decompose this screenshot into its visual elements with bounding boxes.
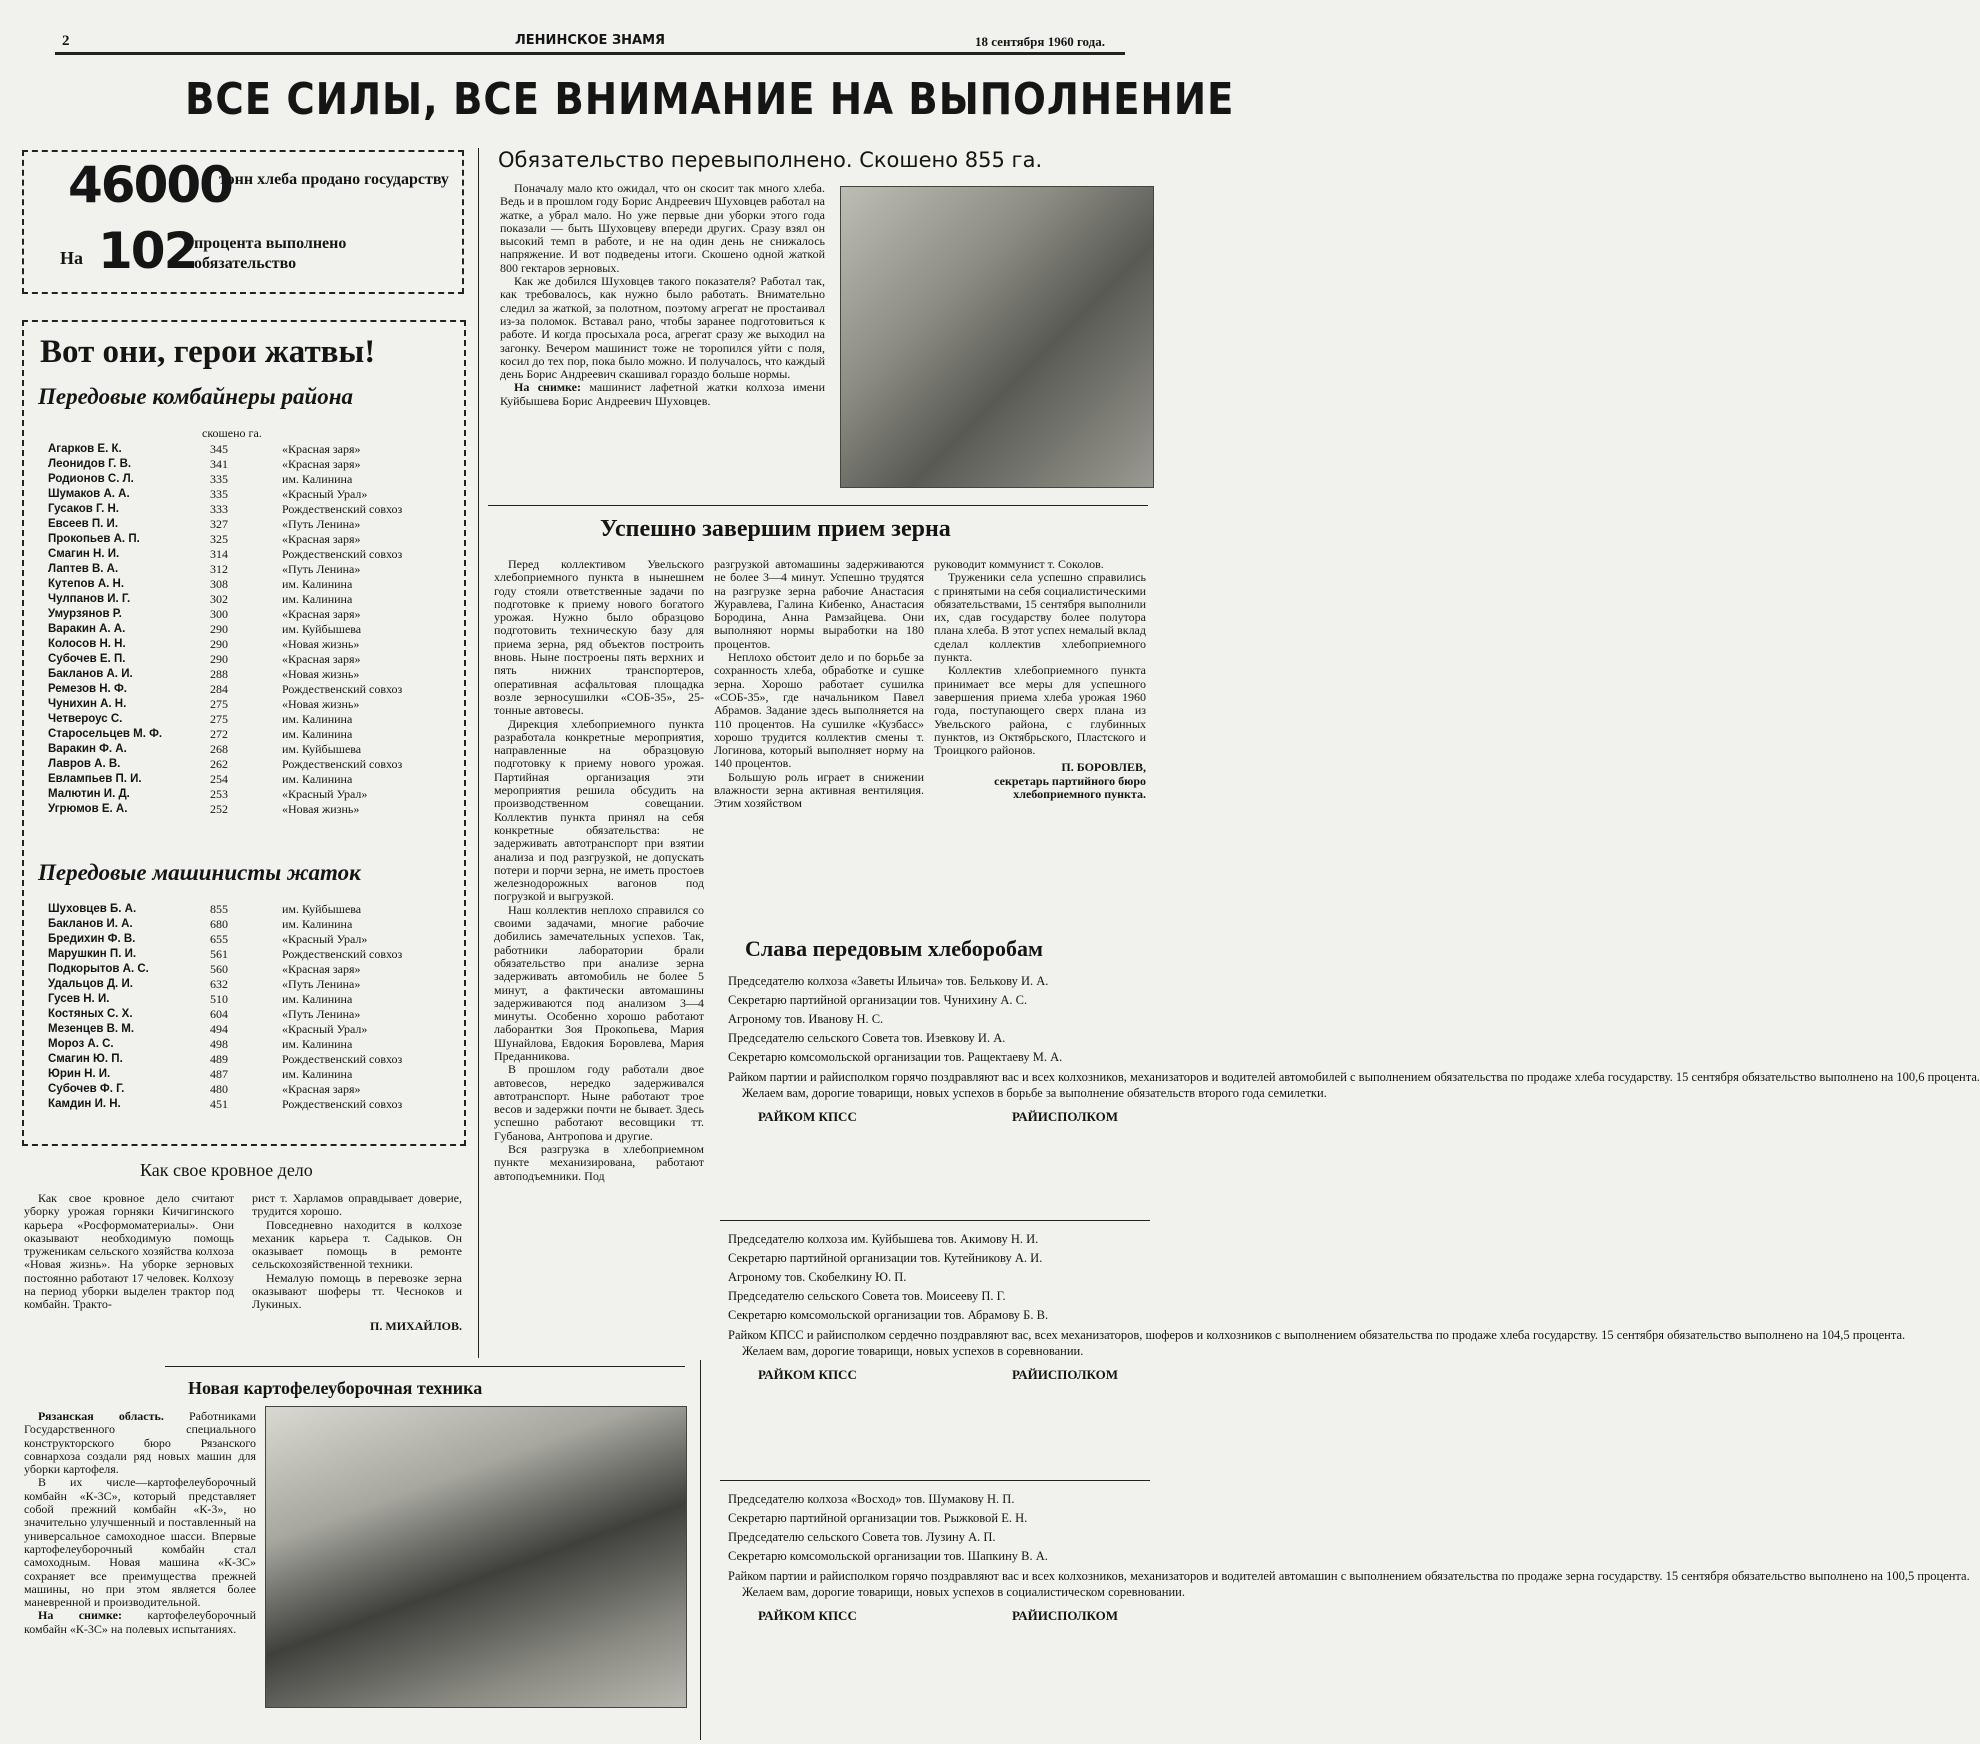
combiner-row [48,772,462,787]
worker-name: Гусев Н. И. [48,993,110,1005]
grain-article-col2 [714,558,924,811]
worker-name: Бакланов И. А. [48,918,133,930]
grain-article-headline: Успешно завершим прием зерна [600,516,951,542]
mutual-aid-col1 [24,1192,234,1312]
area-value: 253 [210,787,228,801]
worker-name: Гусаков Г. Н. [48,503,119,515]
combiner-row [48,652,462,667]
addressee-line: Председателю колхоза «Заветы Ильича» тов. Белькову И. А. [728,974,1049,988]
farm-name: Рождественский совхоз [282,947,403,961]
machinist-row [48,962,462,977]
potato-article-headline: Новая картофелеуборочная техника [188,1378,483,1398]
potato-p1 [24,1410,256,1476]
potato-text-1: Работниками Государственного специального конструкторского бюро Рязанского совнархоза создали ряд новых машин для уборки картофеля. [24,1409,256,1477]
farm-name: «Путь Ленина» [282,977,361,991]
raiispolkom-signature-1: РАЙИСПОЛКОМ [1011,1109,1118,1124]
worker-name: Родионов С. Л. [48,473,134,485]
combiner-row [48,787,462,802]
mutual-aid-headline: Как свое кровное дело [140,1160,313,1180]
addressee-line: Секретарю комсомольской организации тов. Абрамову Б. В. [728,1308,1049,1322]
farm-name: Рождественский совхоз [282,1052,403,1066]
aid-author: П. МИХАЙЛОВ. [370,1318,462,1333]
area-value: 327 [210,517,228,531]
area-value: 494 [210,1022,228,1036]
grain-p2: Дирекция хлебоприемного пункта разработала конкретные мероприятия, направленные на образцовую подготовку к приему нового урожая. Партийная организация эти мероприятия решила обсудить на производственном совещании. Коллектив пункта принял на себя конкретные обязательства: не задерживать автотранспорт при взятии анализа и под разгрузкой, не допускать потери и порчи зерна, не иметь простоев железнодорожных вагонов под погрузкой и выгрузкой. [494,716,704,904]
farm-name: «Красная заря» [282,962,361,976]
farm-name: Рождественский совхоз [282,502,403,516]
combiner-row [48,532,462,547]
heroes-box [22,320,466,1146]
greeting-block-3 [728,1490,1970,1625]
greeting-block-2 [728,1230,1906,1384]
greeting-text-3: Райком партии и райисполком горячо поздравляют вас и всех колхозников, механизаторов и водителей автомашин с выполнением обязательства по продаже зерна государству. 15 сентября обязательство выполнено на 100,5 процента. [728,1569,1970,1583]
worker-name: Смагин Н. И. [48,548,120,560]
area-value: 489 [210,1052,228,1066]
greeting-wish-1: Желаем вам, дорогие товарищи, новых успехов в борьбе за выполнение обязательств второго года семилетки. [742,1086,1327,1100]
worker-name: Шумаков А. А. [48,488,130,500]
area-value: 290 [210,652,228,666]
area-value: 308 [210,577,228,591]
farm-name: «Красная заря» [282,1082,361,1096]
farm-name: им. Калинина [282,712,353,726]
machinist-row [48,1037,462,1052]
farm-name: «Путь Ленина» [282,1007,361,1021]
greeting-text-1: Райком партии и райисполком горячо поздравляют вас и всех колхозников, механизаторов и водителей автомобилей с выполнением обязательства по продаже хлеба государству. 15 сентября обязательство выполнено на 100,6 процента. [728,1070,1980,1084]
worker-name: Малютин И. Д. [48,788,130,800]
addressee-line: Председателю колхоза «Восход» тов. Шумакову Н. П. [728,1492,1015,1506]
combiner-row [48,682,462,697]
farm-name: «Красный Урал» [282,932,368,946]
farm-name: «Новая жизнь» [282,667,360,681]
farm-name: им. Калинина [282,992,353,1006]
worker-name: Евлампьев П. И. [48,773,142,785]
combiner-row [48,697,462,712]
lead-caption-text: машинист лафетной жатки колхоза имени Куйбышева Борис Андреевич Шуховцев. [500,380,825,408]
combiner-row [48,487,462,502]
mutual-aid-col2 [252,1192,462,1333]
potato-caption [24,1609,256,1636]
worker-name: Чунихин А. Н. [48,698,127,710]
stat-number-2: 102 [98,222,197,280]
worker-name: Варакин Ф. А. [48,743,127,755]
farm-name: им. Куйбышева [282,902,362,916]
greetings-headline: Слава передовым хлеборобам [745,936,1043,961]
area-value: 268 [210,742,228,756]
grain-p4: В прошлом году работали двое автовесов, нередко задерживался автотранспорт. Ныне работают трое весов и задержки почти не бывает. Здесь успешно работают весовщики тт. Губанова, Антропова и другие. [494,1062,704,1143]
stats-box [22,150,464,294]
combiner-row [48,592,462,607]
worker-name: Мезенцев В. М. [48,1023,135,1035]
greeting-text-2: Райком КПСС и райисполком сердечно поздравляют вас, всех механизаторов, шоферов и колхозников с выполнением обязательства по продаже хлеба государству. 15 сентября обязательство выполнено на 104,5 процента. [728,1328,1906,1342]
grain-author-title: секретарь партийного бюро хлебоприемного пункта. [994,773,1146,802]
area-value: 855 [210,902,228,916]
farm-name: «Путь Ленина» [282,517,361,531]
worker-name: Ремезов Н. Ф. [48,683,127,695]
area-value: 325 [210,532,228,546]
farm-name: «Красная заря» [282,607,361,621]
area-value: 300 [210,607,228,621]
machinist-row [48,1052,462,1067]
machinist-row [48,917,462,932]
lead-headline: Обязательство перевыполнено. Скошено 855 га. [498,148,1043,172]
greeting-wish-2: Желаем вам, дорогие товарищи, новых успехов в соревновании. [742,1344,1084,1358]
worker-name: Умурзянов Р. [48,608,122,620]
worker-name: Чулпанов И. Г. [48,593,131,605]
combine-photo [265,1406,687,1708]
lead-caption [500,381,825,408]
potato-top-rule [165,1366,685,1367]
area-value: 254 [210,772,228,786]
stat-number-1: 46000 [68,156,232,214]
combiner-row [48,712,462,727]
area-column-header: скошено га. [202,426,262,440]
farm-name: им. Калинина [282,577,353,591]
aid-p1: Как свое кровное дело считают уборку урожая горняки Кичигинского карьера «Росформоматериалы». Они оказывают необходимую помощь труженикам сельского хозяйства колхоза «Новая жизнь». На уборке зерновых постоянно работают 17 человек. Колхозу на период уборки выделен трактор под комбайн. Тракто- [24,1191,234,1312]
worker-name: Смагин Ю. П. [48,1053,123,1065]
worker-name: Варакин А. А. [48,623,126,635]
combiners-heading: Передовые комбайнеры района [38,384,354,409]
raiispolkom-signature-3: РАЙИСПОЛКОМ [1011,1608,1118,1623]
area-value: 288 [210,667,228,681]
farm-name: им. Куйбышева [282,742,362,756]
combiner-row [48,607,462,622]
combiner-row [48,757,462,772]
machinist-row [48,1022,462,1037]
area-value: 275 [210,697,228,711]
area-value: 252 [210,802,228,816]
area-value: 451 [210,1097,228,1111]
raikom-signature-3: РАЙКОМ КПСС [758,1608,857,1623]
worker-name: Кутепов А. Н. [48,578,125,590]
worker-name: Старосельцев М. Ф. [48,728,163,740]
area-value: 262 [210,757,228,771]
addressee-line: Секретарю партийной организации тов. Рыжковой Е. Н. [728,1511,1028,1525]
worker-name: Бакланов А. И. [48,668,133,680]
worker-name: Четвероус С. [48,713,123,725]
aid-p4: Немалую помощь в перевозке зерна оказывают шоферы тт. Чесноков и Лукиных. [252,1270,462,1312]
farm-name: им. Калинина [282,592,353,606]
combiner-row [48,547,462,562]
grain-p3: Наш коллектив неплохо справился со своими задачами, многие рабочие добились замечательных успехов. Так, работники лаборатории брали обязательство при анализе зерна задерживать автомобиль не более 5 минут, а фактически автомашины задерживаются под анализом 3—4 минуты. Особенно хорошо работают лаборантки Зоя Прокопьева, Мария Шунайлова, Евдокия Боровлева, Мария Преданникова. [494,902,704,1063]
farm-name: Рождественский совхоз [282,547,403,561]
area-value: 284 [210,682,228,696]
combiner-row [48,517,462,532]
combiner-row [48,622,462,637]
machinist-row [48,1007,462,1022]
column-rule-bottom [700,1360,701,1740]
worker-name: Юрин Н. И. [48,1068,111,1080]
farm-name: им. Калинина [282,1067,353,1081]
addressee-line: Председателю сельского Совета тов. Лузину А. П. [728,1530,996,1544]
area-value: 480 [210,1082,228,1096]
grain-p6: разгрузкой автомашины задерживаются не более 3—4 минут. Успешно трудятся на разгрузке зерна рабочие Анастасия Журавлева, Галина Кибенко, Анастасия Бородина, Анна Рамзайцева. Они выполняют нормы выработки на 180 процентов. [714,557,924,651]
raikom-signature-1: РАЙКОМ КПСС [758,1109,857,1124]
stat-text-1: тонн хлеба продано государству [219,171,449,188]
machinists-heading: Передовые машинисты жаток [38,860,361,885]
area-value: 345 [210,442,228,456]
worker-name: Мороз А. С. [48,1038,114,1050]
column-rule-left [478,148,479,1358]
area-value: 272 [210,727,228,741]
combiner-row [48,442,462,457]
front-banner: ВСЕ СИЛЫ, ВСЕ ВНИМАНИЕ НА ВЫПОЛНЕНИЕ [185,74,1235,125]
grain-article-col1 [494,558,704,1183]
potato-place: Рязанская область. [38,1409,164,1423]
greeting-block-1 [728,972,1980,1126]
area-value: 498 [210,1037,228,1051]
grain-p7: Неплохо обстоит дело и по борьбе за сохранность хлеба, обработке и сушке зерна. Хорошо работает сушилка «СОБ-35», где начальником Павел Абрамов. Задание здесь выполняется на 110 процентов. На сушилке «Кузбасс» хорошо трудится коллектив смены т. Логинова, который выполняет норму на 140 процентов. [714,650,924,771]
farm-name: «Красная заря» [282,532,361,546]
grain-article-col3 [934,558,1146,801]
area-value: 510 [210,992,228,1006]
farm-name: «Путь Ленина» [282,562,361,576]
worker-name: Марушкин П. И. [48,948,137,960]
area-value: 335 [210,472,228,486]
worker-name: Евсеев П. И. [48,518,119,530]
farm-name: «Красный Урал» [282,487,368,501]
machinist-row [48,1097,462,1112]
greeting-wish-3: Желаем вам, дорогие товарищи, новых успехов в социалистическом соревновании. [742,1585,1185,1599]
farm-name: Рождественский совхоз [282,757,403,771]
farm-name: «Новая жизнь» [282,637,360,651]
grain-p9: руководит коммунист т. Соколов. [934,557,1104,571]
farm-name: «Красная заря» [282,457,361,471]
addressee-line: Агроному тов. Иванову Н. С. [728,1012,884,1026]
addressee-line: Секретарю партийной организации тов. Чунихину А. С. [728,993,1028,1007]
aid-p2: рист т. Харламов оправдывает доверие, трудится хорошо. [252,1191,462,1219]
grain-p5: Вся разгрузка в хлебоприемном пункте механизирована, работают автоподъемники. Под [494,1142,704,1183]
addressee-line: Председателю сельского Совета тов. Моисееву П. Г. [728,1289,1006,1303]
grain-p1: Перед коллективом Увельского хлебоприемного пункта в нынешнем году стояли ответственные задачи по подготовке к приему нового богатого урожая. Нужно было образцово подготовить техническую базу для приема зерна, ряд объектов построить вновь. Ныне построены пять верхних и пять нижних транспортеров, оперативная асфальтовая площадка возле зерносушилки «СОБ-35», 25-тонные автовесы. [494,557,704,718]
combiner-row [48,457,462,472]
farm-name: Рождественский совхоз [282,682,403,696]
potato-caption-text: картофелеуборочный комбайн «К-3С» на полевых испытаниях. [24,1608,256,1636]
stat-text-2: процента выполнено обязательство [194,235,347,272]
area-value: 560 [210,962,228,976]
worker-name: Камдин И. Н. [48,1098,121,1110]
machinist-row [48,992,462,1007]
addressee-line: Секретарю комсомольской организации тов. Ращектаеву М. А. [728,1050,1063,1064]
combiner-row [48,667,462,682]
combiner-row [48,502,462,517]
farm-name: «Красная заря» [282,442,361,456]
heroes-title: Вот они, герои жатвы! [40,334,376,370]
area-value: 314 [210,547,228,561]
combiner-row [48,727,462,742]
farm-name: им. Куйбышева [282,622,362,636]
potato-caption-label: На снимке: [38,1608,122,1623]
greeting-rule-2 [720,1480,1150,1481]
machinist-row [48,947,462,962]
lead-bottom-rule [488,505,1148,506]
machinist-photo [840,186,1154,488]
worker-name: Шуховцев Б. А. [48,903,137,915]
combiner-row [48,637,462,652]
potato-article-text [24,1410,256,1636]
machinist-row [48,902,462,917]
addressee-line: Агроному тов. Скобелкину Ю. П. [728,1270,907,1284]
machinist-row [48,932,462,947]
farm-name: им. Калинина [282,917,353,931]
stat-prefix-2: На [60,248,84,268]
worker-name: Леонидов Г. В. [48,458,132,470]
lead-article-text [500,182,825,408]
worker-name: Лавров А. В. [48,758,121,770]
farm-name: им. Калинина [282,727,353,741]
grain-p8: Большую роль играет в снижении влажности зерна активная вентиляция. Этим хозяйством [714,769,924,811]
lead-paragraph-1: Поначалу мало кто ожидал, что он скосит так много хлеба. Ведь и в прошлом году Борис Андреевич Шуховцев работал на жатке, а убрал мало. Но уже первые дни уборки этого года показали — быть Шуховцеву впереди других. Сразу взял он высокий темп в работе, и не на один день не снижалось напряжение. И вот подведены итоги. Скошено одной жаткой 800 гектаров зерновых. [500,181,825,275]
farm-name: «Красный Урал» [282,787,368,801]
machinist-row [48,977,462,992]
area-value: 604 [210,1007,228,1021]
raikom-signature-2: РАЙКОМ КПСС [758,1367,857,1382]
farm-name: «Красная заря» [282,652,361,666]
area-value: 290 [210,637,228,651]
header-rule [55,52,1125,55]
machinist-row [48,1082,462,1097]
worker-name: Угрюмов Е. А. [48,803,128,815]
farm-name: «Новая жизнь» [282,697,360,711]
farm-name: «Новая жизнь» [282,802,360,816]
worker-name: Удальцов Д. И. [48,978,133,990]
newspaper-name: ЛЕНИНСКОЕ ЗНАМЯ [515,33,666,48]
area-value: 632 [210,977,228,991]
area-value: 290 [210,622,228,636]
area-value: 655 [210,932,228,946]
grain-p11: Коллектив хлебоприемного пункта принимает все меры для успешного завершения приема хлеба урожая 1960 года, поступающего сверх плана из Увельского района, с глубинных пунктов, из Октябрьского, Пластского и Троицкого районов. [934,663,1146,758]
addressee-line: Секретарю партийной организации тов. Кутейникову А. И. [728,1251,1043,1265]
area-value: 561 [210,947,228,961]
grain-author: П. БОРОВЛЕВ, [1061,760,1146,775]
machinists-table [48,902,462,1112]
area-value: 680 [210,917,228,931]
farm-name: им. Калинина [282,472,353,486]
combiner-row [48,742,462,757]
addressee-line: Председателю сельского Совета тов. Изевкову И. А. [728,1031,1006,1045]
worker-name: Костяных С. Х. [48,1008,133,1020]
aid-p3: Повседневно находится в колхозе механик карьера т. Садыков. Он оказывает помощь в ремонте сельскохозяйственной техники. [252,1217,462,1272]
combiner-row [48,577,462,592]
lead-caption-label: На снимке: [514,380,581,395]
combiner-row [48,802,462,817]
greeting-rule-1 [720,1220,1150,1221]
farm-name: «Красный Урал» [282,1022,368,1036]
worker-name: Субочев Е. П. [48,653,126,665]
machinist-row [48,1067,462,1082]
raiispolkom-signature-2: РАЙИСПОЛКОМ [1011,1367,1118,1382]
addressee-line: Секретарю комсомольской организации тов. Шапкину В. А. [728,1549,1048,1563]
farm-name: Рождественский совхоз [282,1097,403,1111]
lead-paragraph-2: Как же добился Шуховцев такого показателя? Работал так, как требовалось, как нужно было работать. Внимательно следил за жаткой, за полотном, поэтому агрегат не простаивал из-за поломок. Вставал рано, чтобы заранее подготовиться к работе. И когда просыхала роса, агрегат сразу же выходил на загонку. Вечером машинист тоже не торопился уйти с поля, косил до тех пор, пока было можно. И получалось, что каждый день Борис Андреевич скашивал гораздо больше нормы. [500,274,825,382]
area-value: 312 [210,562,228,576]
grain-p10: Труженики села успешно справились с принятыми на себя социалистическими обязательствами, 15 сентября выполнили их, сдав государству более полутора плана хлеба. В этот успех немалый вклад сделал коллектив хлебоприемного пункта. [934,570,1146,665]
combiners-table [48,442,462,817]
worker-name: Бредихин Ф. В. [48,933,136,945]
area-value: 275 [210,712,228,726]
potato-p2: В их числе—картофелеуборочный комбайн «К-3С», который представляет собой прежний комбайн «К-3», но значительно улучшенный и поставленный на универсальное самоходное шасси. Впервые картофелеуборочный комбайн стал самоходным. Новая машина «К-3С» сохраняет все преимущества прежней машины, но при этом является более маневренной и производительной. [24,1475,256,1610]
area-value: 335 [210,487,228,501]
area-value: 333 [210,502,228,516]
farm-name: им. Калинина [282,772,353,786]
worker-name: Агарков Е. К. [48,443,122,455]
area-value: 487 [210,1067,228,1081]
addressee-line: Председателю колхоза им. Куйбышева тов. Акимову Н. И. [728,1232,1039,1246]
worker-name: Колосов Н. Н. [48,638,126,650]
page-number: 2 [62,33,70,49]
farm-name: им. Калинина [282,1037,353,1051]
worker-name: Прокопьев А. П. [48,533,140,545]
area-value: 302 [210,592,228,606]
combiner-row [48,562,462,577]
issue-date: 18 сентября 1960 года. [975,34,1105,49]
worker-name: Лаптев В. А. [48,563,119,575]
combiner-row [48,472,462,487]
worker-name: Субочев Ф. Г. [48,1083,125,1095]
area-value: 341 [210,457,228,471]
worker-name: Подкорытов А. С. [48,963,149,975]
